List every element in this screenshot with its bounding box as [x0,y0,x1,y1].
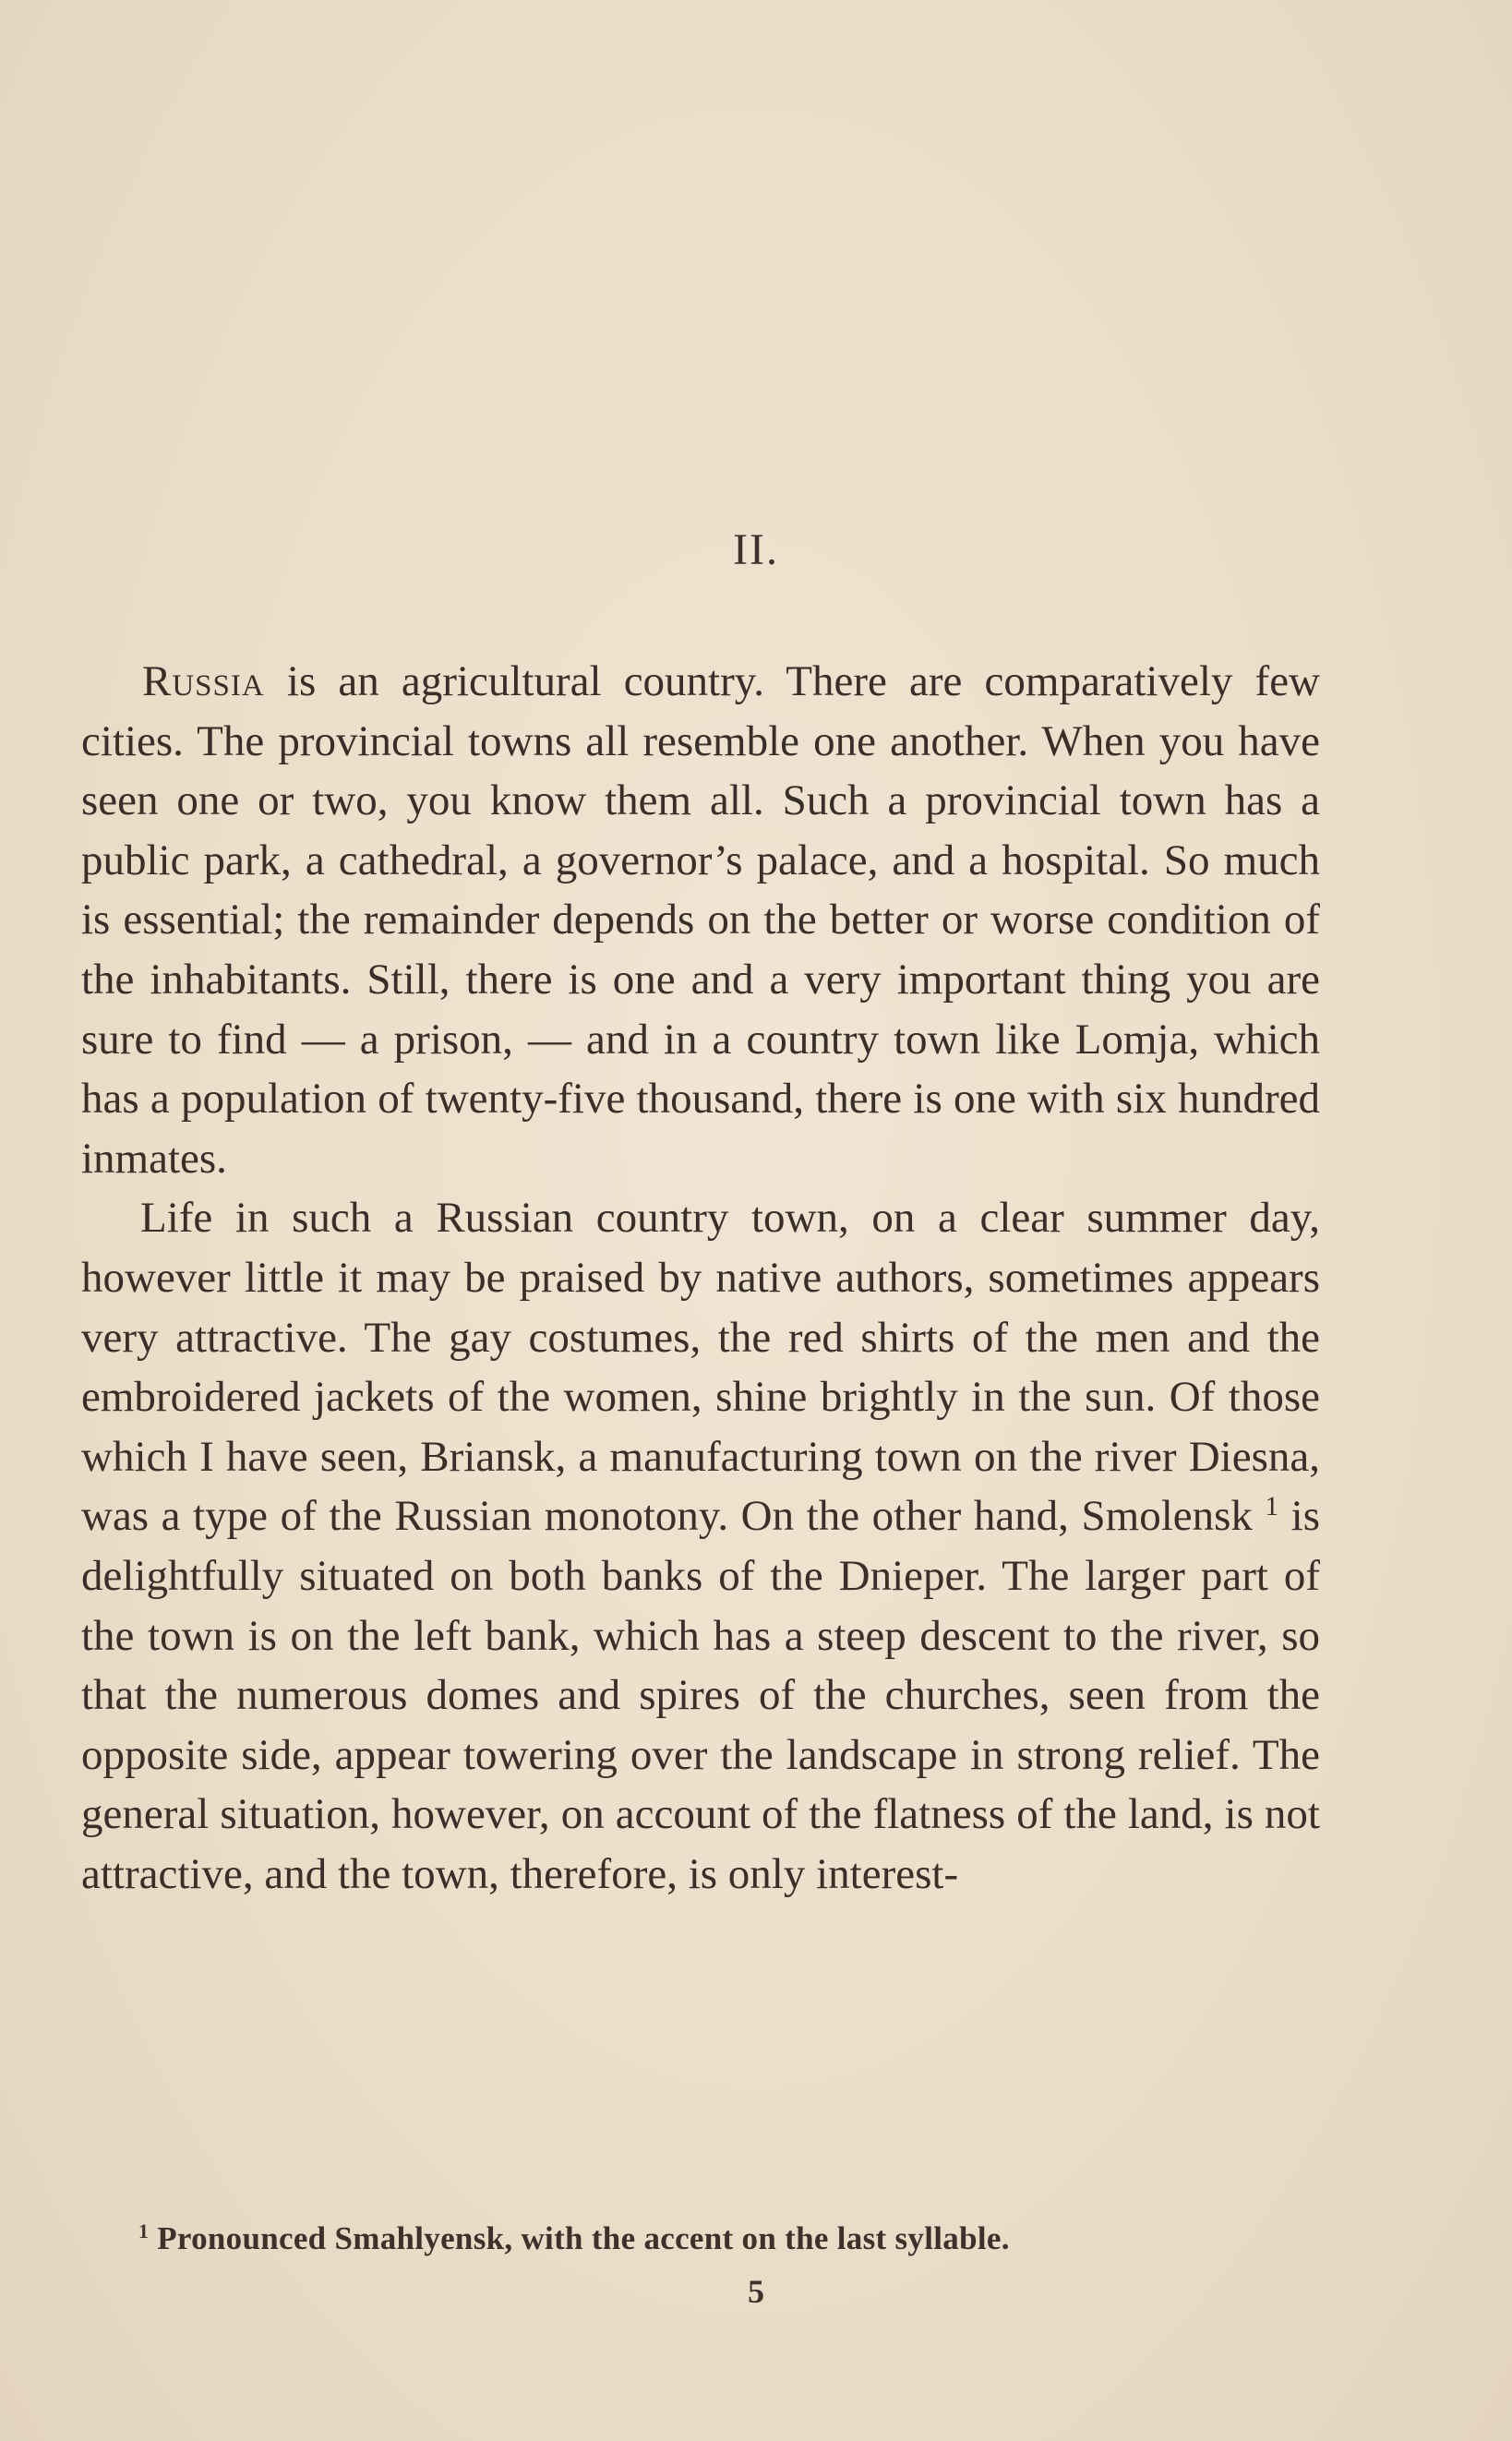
body-text [81,652,1320,1904]
footnote-reference: 1 [1265,1492,1279,1522]
chapter-heading: II. [733,525,779,574]
paragraph-1 [81,652,1320,1188]
page-number: 5 [748,2273,764,2310]
footnote-marker: 1 [138,2220,150,2243]
footnote-text: Pronounced Smahlyensk, with the accent on the last syllable. [157,2220,1010,2256]
paragraph-2 [81,1188,1320,1904]
paragraph-1-text: is an agricultural country. There are comparatively few cities. The provincial towns all resemble one another. When you have seen one or two, you know them all. Such a provincial town has a public park, a cathedral, a governor’s palace, and a hospital. So much is essential; the remainder depends on the better or worse condition of the inhabitants. Still, there is one and a very important thing you are sure to find — a prison, — and in a country town like Lomja, which has a population of twenty-five thousand, there is one with six hundred inmates. [81,657,1320,1183]
paragraph-2-text-after-note: is delightfully situated on both banks of the Dnieper. The larger part of the town is on the left bank, which has a steep descent to the river, so that the numerous domes and spires of the churches, seen from the opposite side, appear towering over the landscape in strong relief. The general situation, however, on account of the flatness of the land, is not attractive, and the town, therefore, is only interest- [81,1492,1320,1898]
paragraph-lead-word: Russia [142,657,265,705]
footnote [138,2220,1338,2257]
paragraph-2-text-before-note: Life in such a Russian country town, on a clear summer day, however little it may be praised by native authors, sometimes appears very attractive. The gay costumes, the red shirts of the men and the embroidered jackets of the women, shine brightly in the sun. Of those which I have seen, Briansk, a manufacturing town on the river Diesna, was a type of the Russian monotony. On the other hand, Smolensk [81,1194,1320,1541]
